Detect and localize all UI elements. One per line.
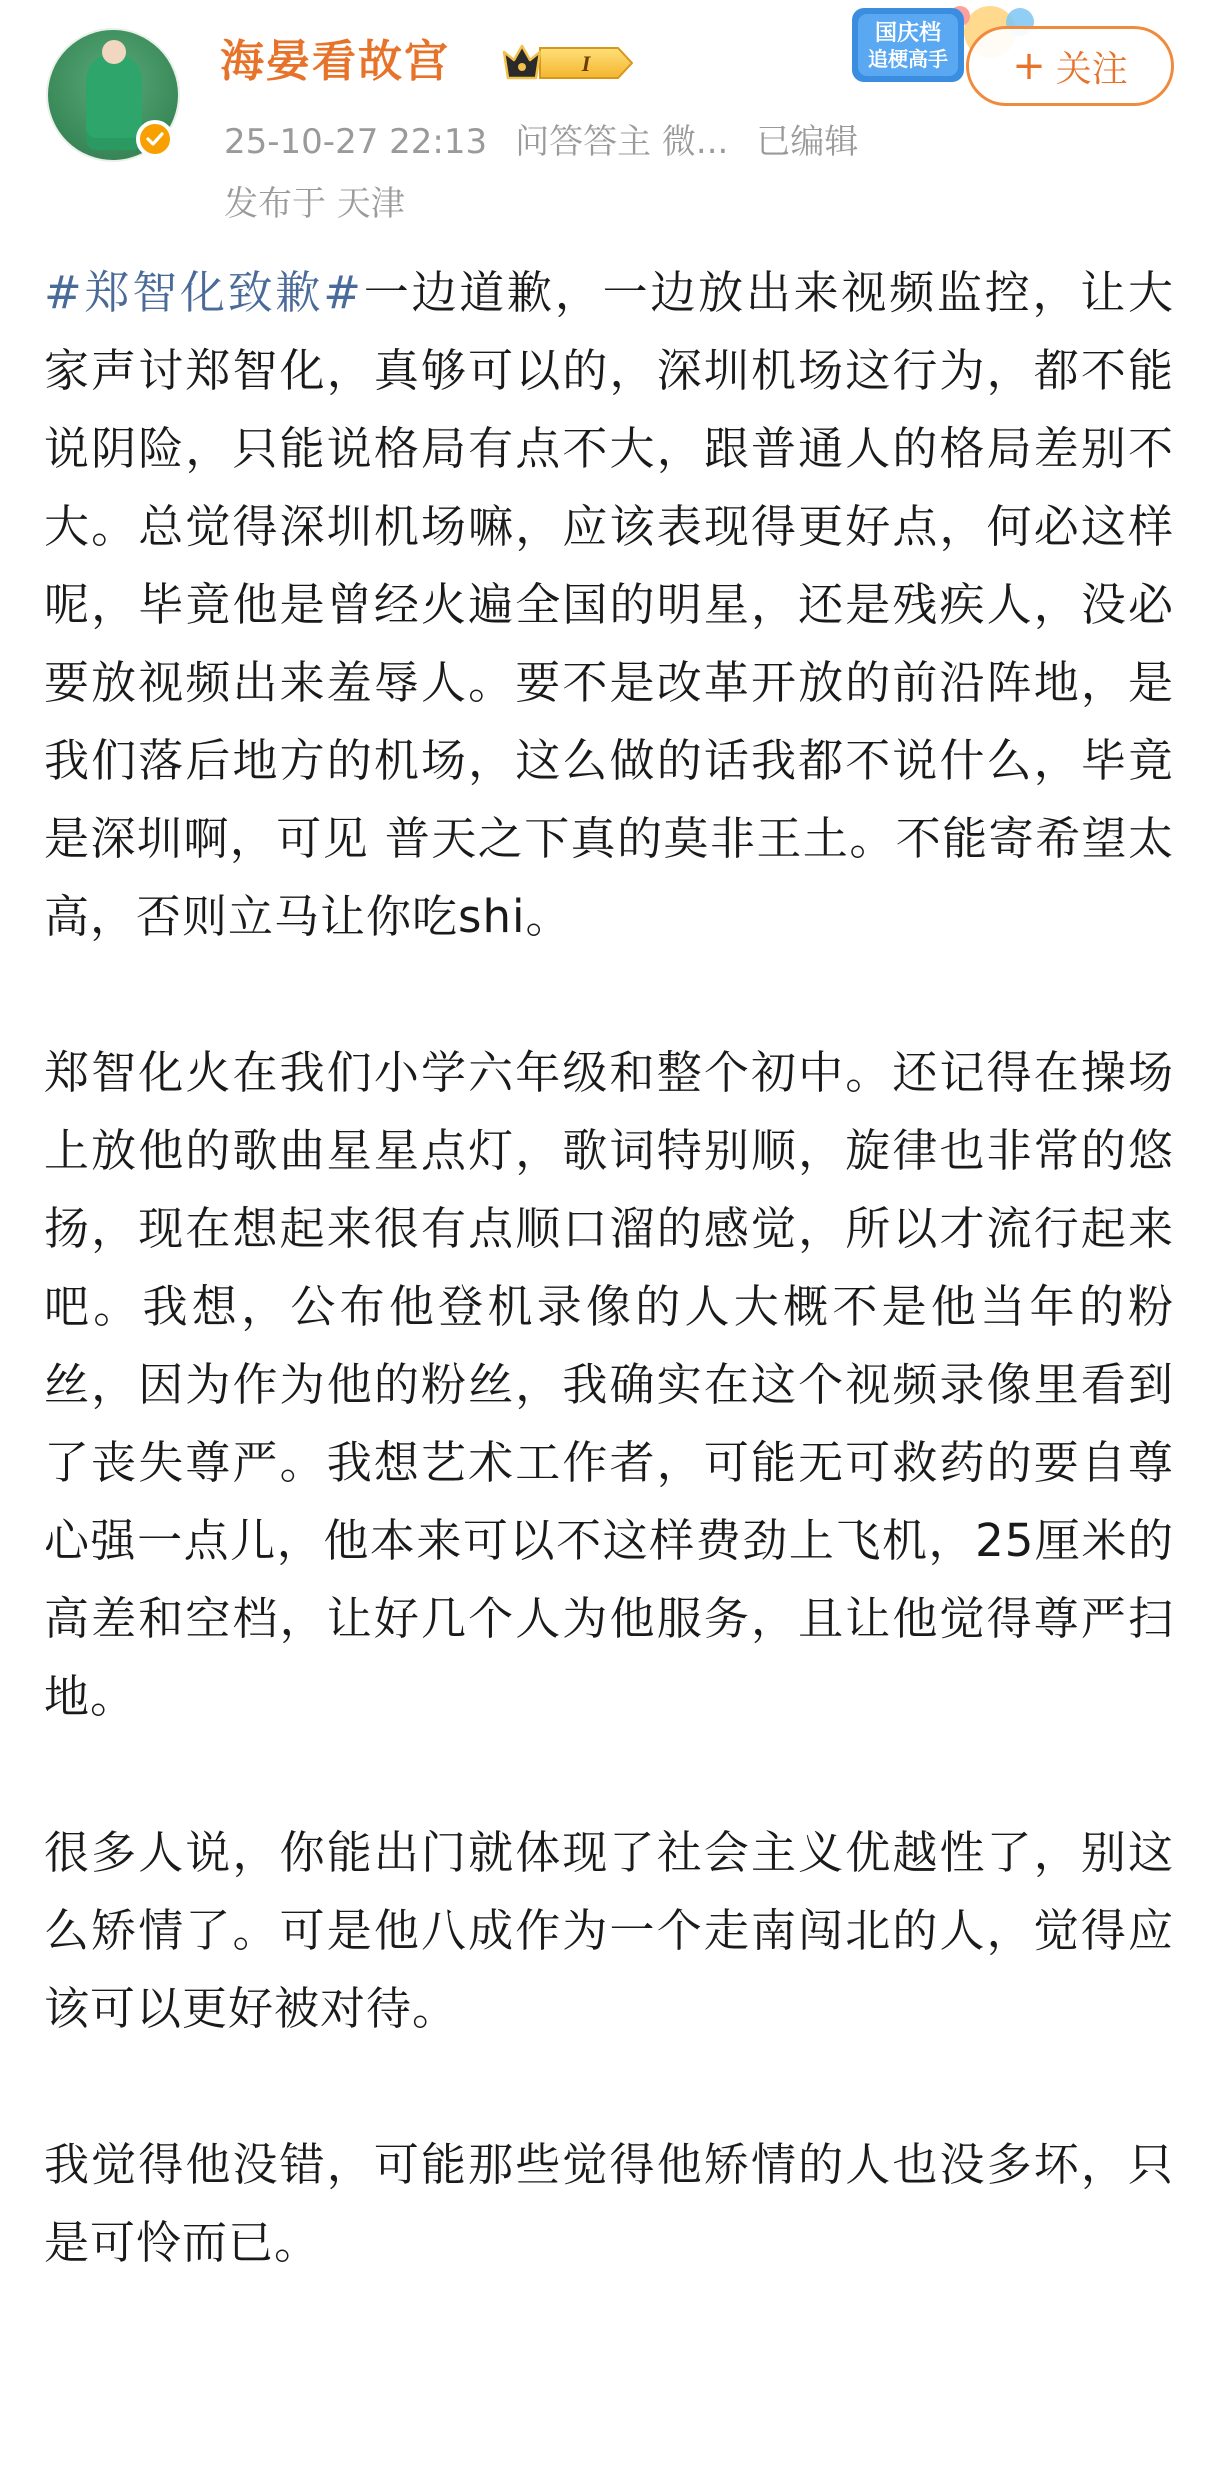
paragraph-4: 我觉得他没错，可能那些觉得他矫情的人也没多坏，只是可怜而已。 — [44, 2138, 1174, 2269]
badge-level-text: I — [581, 51, 591, 76]
username[interactable]: 海晏看故宫 — [220, 36, 450, 87]
post-timestamp: 25-10-27 22:13 — [224, 122, 488, 162]
follow-button-label: 关注 — [1055, 48, 1128, 90]
follow-button[interactable] — [966, 26, 1174, 106]
topic-hashtag[interactable]: #郑智化致歉# — [44, 266, 362, 319]
post-header — [0, 0, 1215, 240]
post-source-tag[interactable]: 问答答主 微... — [515, 122, 729, 162]
edited-label[interactable]: 已编辑 — [756, 122, 859, 162]
membership-badge[interactable] — [500, 40, 636, 86]
post-meta — [224, 120, 886, 164]
avatar-figure — [86, 54, 142, 150]
paragraph-1-text: 一边道歉，一边放出来视频监控，让大家声讨郑智化，真够可以的，深圳机场这行为，都不能说阴险，只能说格局有点不大，跟普通人的格局差别不大。总觉得深圳机场嘛，应该表现得更好点，何必这样呢，毕竟他是曾经火遍全国的明星，还是残疾人，没必要放视频出来羞辱人。要不是改革开放的前沿阵地，是我们落后地方的机场，这么做的话我都不说什么，毕竟是深圳啊，可见 普天之下真的莫非王土。不能寄希望太高，否则立马让你吃shi。 — [44, 266, 1174, 943]
verified-icon — [136, 120, 174, 158]
paragraph-1 — [44, 254, 1174, 956]
plus-icon: + — [1012, 43, 1046, 89]
promo-text-1: 国庆档 — [874, 21, 942, 46]
paragraph-3: 很多人说，你能出门就体现了社会主义优越性了，别这么矫情了。可是他八成作为一个走南闯北的人，觉得应该可以更好被对待。 — [44, 1826, 1174, 2035]
post-location: 发布于 天津 — [224, 184, 405, 224]
avatar[interactable] — [46, 28, 180, 162]
promo-text-2: 追梗高手 — [868, 47, 948, 71]
paragraph-2: 郑智化火在我们小学六年级和整个初中。还记得在操场上放他的歌曲星星点灯，歌词特别顺，旋律也非常的悠扬，现在想起来很有点顺口溜的感觉，所以才流行起来吧。我想，公布他登机录像的人大概不是他当年的粉丝，因为作为他的粉丝，我确实在这个视频录像里看到了丧失尊严。我想艺术工作者，可能无可救药的要自尊心强一点儿，他本来可以不这样费劲上飞机，25厘米的高差和空档，让好几个人为他服务，且让他觉得尊严扫地。 — [44, 1046, 1174, 1723]
post-body — [44, 254, 1174, 2360]
